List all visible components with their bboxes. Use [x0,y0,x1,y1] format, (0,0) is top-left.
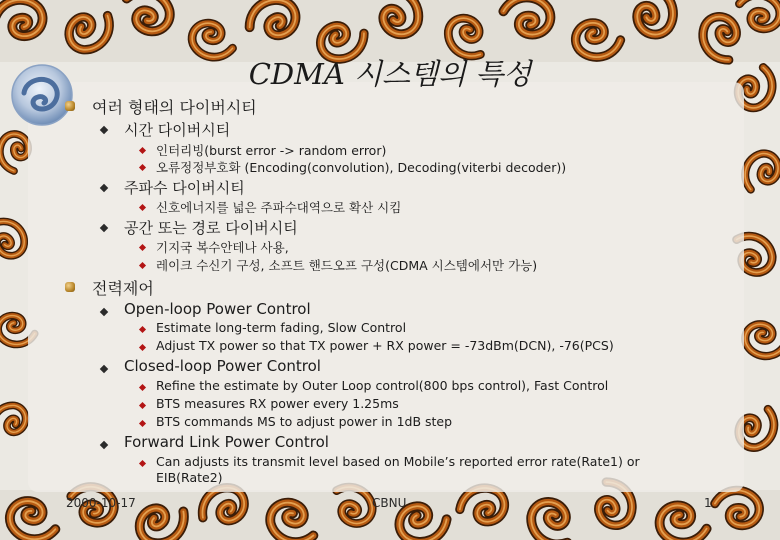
list-item: BTS measures RX power every 1.25ms [156,396,399,411]
list-item: BTS commands MS to adjust power in 1dB step [156,414,453,429]
diamond-bullet-icon [100,224,108,232]
section-diversity-heading: 여러 형태의 다이버시티 [92,98,257,117]
list-item: Estimate long-term fading, Slow Control [156,320,407,335]
section-power-control-heading: 전력제어 [92,279,154,298]
slide-title: CDMA 시스템의 특성 [248,57,532,91]
list-item: Refine the estimate by Outer Loop control(800 bps control), Fast Control [156,378,609,393]
list-item: Can adjusts its transmit level based on Mobile’s reported error rate(Rate1) or [156,454,640,469]
sub-bullet-icon [139,147,146,154]
time-diversity-label: 시간 다이버시티 [124,121,231,139]
sub-bullet-icon [139,164,146,171]
bullet-icon [65,282,75,292]
frequency-diversity-label: 주파수 다이버시티 [124,179,245,197]
diamond-bullet-icon [100,184,108,192]
sub-bullet-icon [139,420,146,427]
footer-org: CBNU [372,496,407,510]
diamond-bullet-icon [100,126,108,134]
spatial-diversity-label: 공간 또는 경로 다이버시티 [124,219,298,237]
diamond-bullet-icon [100,441,108,449]
list-item-continuation: EIB(Rate2) [156,470,223,485]
footer-page-number: 1 [704,496,712,510]
sub-bullet-icon [139,384,146,391]
open-loop-label: Open-loop Power Control [124,300,311,318]
list-item: 기지국 복수안테나 사용, [156,240,289,255]
diamond-bullet-icon [100,365,108,373]
list-item: 레이크 수신기 구성, 소프트 핸드오프 구성(CDMA 시스템에서만 가능) [156,258,538,273]
list-item: Adjust TX power so that TX power + RX power = -73dBm(DCN), -76(PCS) [156,338,614,353]
sub-bullet-icon [139,344,146,351]
footer-date: 2000-10-17 [66,496,136,510]
sub-bullet-icon [139,326,146,333]
list-item: 신호에너지를 넓은 주파수대역으로 확산 시킴 [156,200,402,215]
sub-bullet-icon [139,262,146,269]
forward-link-label: Forward Link Power Control [124,433,329,451]
sub-bullet-icon [139,244,146,251]
sub-bullet-icon [139,460,146,467]
bullet-icon [65,101,75,111]
list-item: 오류정정부호화 (Encoding(convolution), Decoding(viterbi decoder)) [156,160,567,175]
list-item: 인터리빙(burst error -> random error) [156,143,387,158]
sub-bullet-icon [139,402,146,409]
closed-loop-label: Closed-loop Power Control [124,357,321,375]
diamond-bullet-icon [100,308,108,316]
sub-bullet-icon [139,204,146,211]
